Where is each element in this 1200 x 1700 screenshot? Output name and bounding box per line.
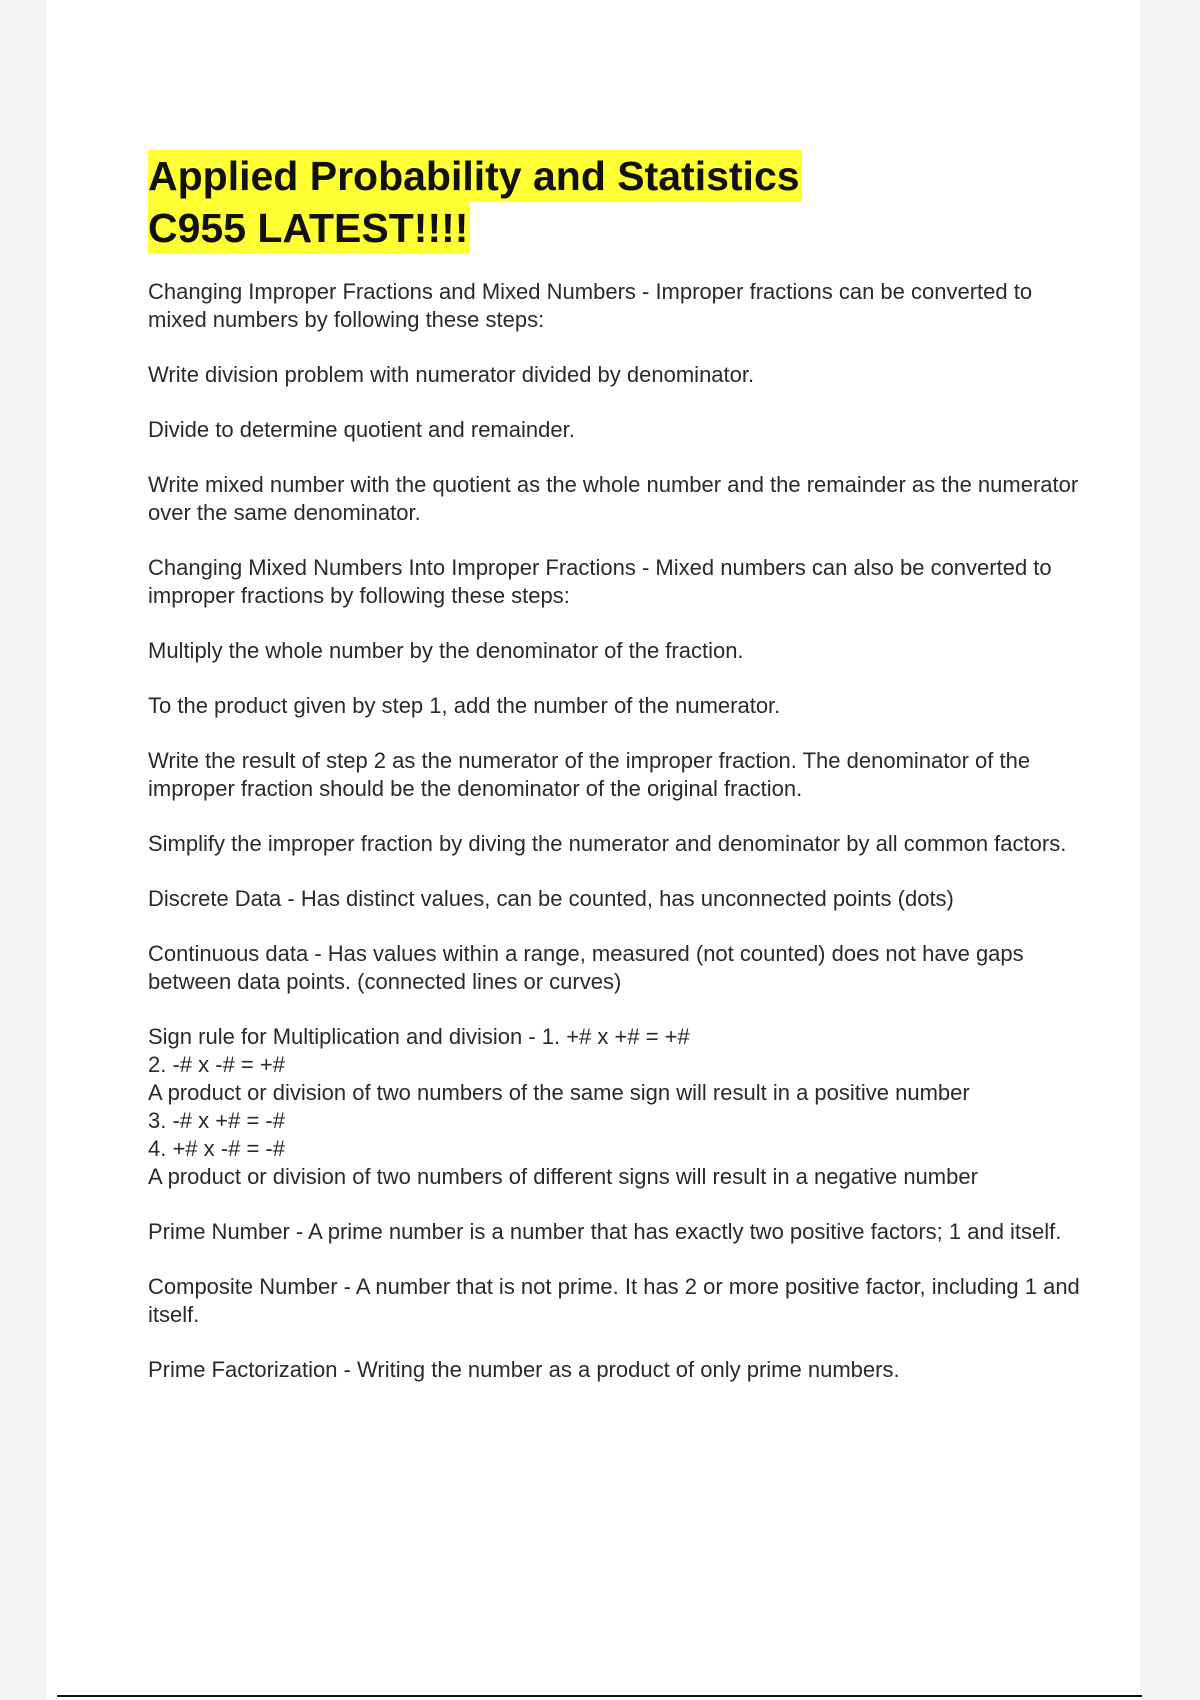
paragraph-discrete-data: Discrete Data - Has distinct values, can be counted, has unconnected points (dots) bbox=[148, 886, 954, 911]
paragraph-prime-factorization: Prime Factorization - Writing the number as a product of only prime numbers. bbox=[148, 1357, 900, 1382]
paragraph-step-write-mixed: Write mixed number with the quotient as the whole number and the remainder as the numerator over the same denominator. bbox=[148, 472, 1079, 525]
document-title bbox=[148, 150, 802, 254]
sign-rule-block bbox=[148, 1023, 1088, 1191]
paragraph-step-write-result: Write the result of step 2 as the numerator of the improper fraction. The denominator of the improper fraction should be the denominator of the original fraction. bbox=[148, 748, 1031, 801]
title-line-1: Applied Probability and Statistics bbox=[148, 150, 802, 202]
paragraph-step-divide: Divide to determine quotient and remainder. bbox=[148, 417, 575, 442]
bottom-divider bbox=[57, 1695, 1142, 1697]
paragraph-step-multiply: Multiply the whole number by the denominator of the fraction. bbox=[148, 638, 744, 663]
paragraph-mixed-to-improper: Changing Mixed Numbers Into Improper Fractions - Mixed numbers can also be converted to improper fractions by following these steps: bbox=[148, 555, 1052, 608]
paragraph-continuous-data: Continuous data - Has values within a range, measured (not counted) does not have gaps between data points. (connected lines or curves) bbox=[148, 941, 1024, 994]
paragraph-step-add: To the product given by step 1, add the number of the numerator. bbox=[148, 693, 781, 718]
document-body bbox=[148, 278, 1088, 1411]
sign-rule-line: 4. +# x -# = -# bbox=[148, 1136, 285, 1161]
title-line-2: C955 LATEST!!!! bbox=[148, 202, 470, 254]
sign-rule-line: A product or division of two numbers of different signs will result in a negative number bbox=[148, 1164, 978, 1189]
paragraph-composite-number: Composite Number - A number that is not prime. It has 2 or more positive factor, including 1 and itself. bbox=[148, 1274, 1080, 1327]
paragraph-step-write-division: Write division problem with numerator divided by denominator. bbox=[148, 362, 755, 387]
paragraph-step-simplify: Simplify the improper fraction by diving the numerator and denominator by all common factors. bbox=[148, 831, 1067, 856]
paragraph-prime-number: Prime Number - A prime number is a number that has exactly two positive factors; 1 and itself. bbox=[148, 1219, 1062, 1244]
sign-rule-line: A product or division of two numbers of the same sign will result in a positive number bbox=[148, 1080, 970, 1105]
paragraph-improper-to-mixed: Changing Improper Fractions and Mixed Numbers - Improper fractions can be converted to mixed numbers by following these steps: bbox=[148, 279, 1033, 332]
sign-rule-line: 3. -# x +# = -# bbox=[148, 1108, 285, 1133]
sign-rule-line: Sign rule for Multiplication and division - 1. +# x +# = +# bbox=[148, 1024, 690, 1049]
sign-rule-line: 2. -# x -# = +# bbox=[148, 1052, 285, 1077]
